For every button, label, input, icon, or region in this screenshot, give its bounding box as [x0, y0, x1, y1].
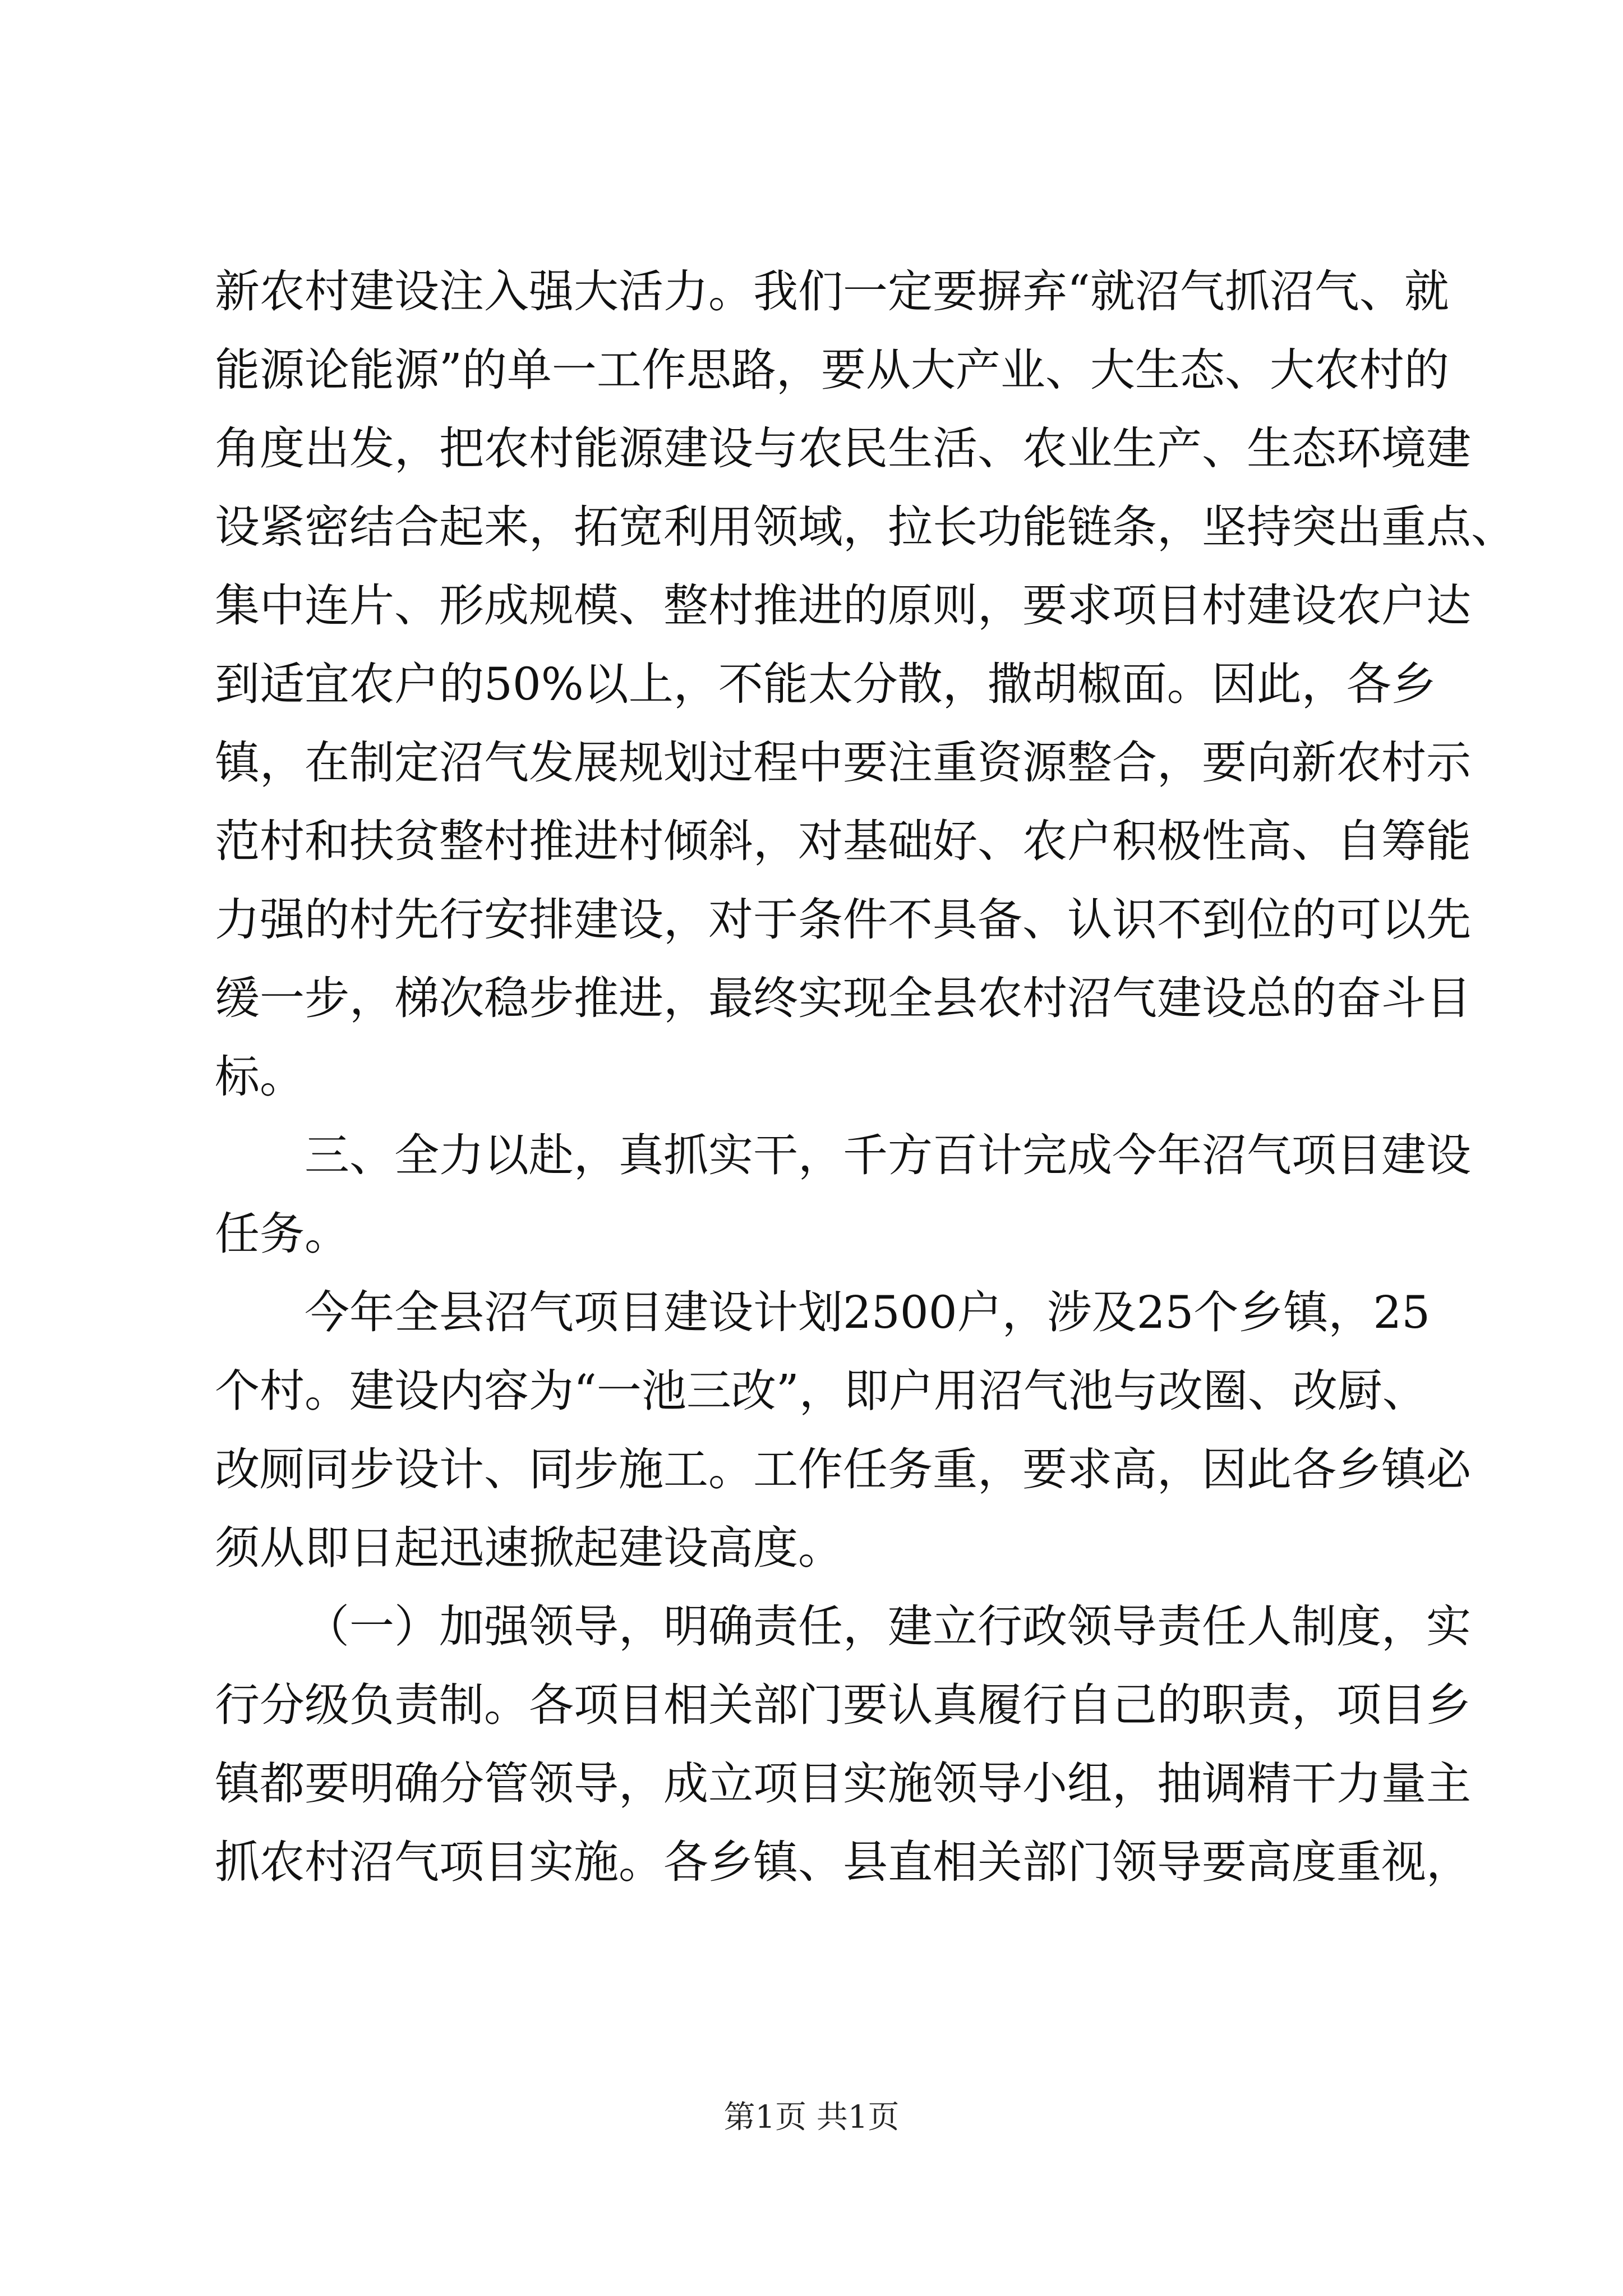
text-line: 范村和扶贫整村推进村倾斜，对基础好、农户积极性高、自筹能: [215, 815, 1471, 867]
text-line: 到适宜农户的50%以上，不能太分散，撒胡椒面。因此，各乡: [215, 658, 1436, 710]
text-line: 抓农村沼气项目实施。各乡镇、县直相关部门领导要高度重视，: [215, 1836, 1471, 1888]
text-line: 须从即日起迅速掀起建设高度。: [215, 1522, 843, 1574]
subsection-first-line: （一）加强领导，明确责任，建立行政领导责任人制度，实: [305, 1600, 1471, 1653]
text-line: 个村。建设内容为“一池三改”，即户用沼气池与改圈、改厨、: [215, 1365, 1427, 1417]
text-line: 角度出发，把农村能源建设与农民生活、农业生产、生态环境建: [215, 422, 1471, 475]
text-line: 设紧密结合起来，拓宽利用领域，拉长功能链条，坚持突出重点、: [215, 501, 1516, 553]
text-line: 力强的村先行安排建设，对于条件不具备、认识不到位的可以先: [215, 894, 1471, 946]
text-line: 能源论能源”的单一工作思路，要从大产业、大生态、大农村的: [215, 344, 1449, 396]
text-line: 集中连片、形成规模、整村推进的原则，要求项目村建设农户达: [215, 579, 1471, 632]
text-line: 镇，在制定沼气发展规划过程中要注重资源整合，要向新农村示: [215, 737, 1471, 789]
text-line: 镇都要明确分管领导，成立项目实施领导小组，抽调精干力量主: [215, 1757, 1471, 1810]
section-heading: 三、全力以赴，真抓实干，千方百计完成今年沼气项目建设: [305, 1129, 1471, 1181]
text-line: 标。: [215, 1051, 305, 1103]
text-line: 行分级负责制。各项目相关部门要认真履行自己的职责，项目乡: [215, 1679, 1471, 1731]
paragraph-first-line: 今年全县沼气项目建设计划2500户，涉及25个乡镇，25: [305, 1286, 1431, 1338]
text-line: 改厕同步设计、同步施工。工作任务重，要求高，因此各乡镇必: [215, 1443, 1471, 1496]
text-line: 新农村建设注入强大活力。我们一定要摒弃“就沼气抓沼气、就: [215, 265, 1449, 318]
text-line: 缓一步，梯次稳步推进，最终实现全县农村沼气建设总的奋斗目: [215, 972, 1471, 1024]
page-footer: 第1页 共1页: [723, 2099, 900, 2136]
text-line: 任务。: [215, 1208, 349, 1260]
